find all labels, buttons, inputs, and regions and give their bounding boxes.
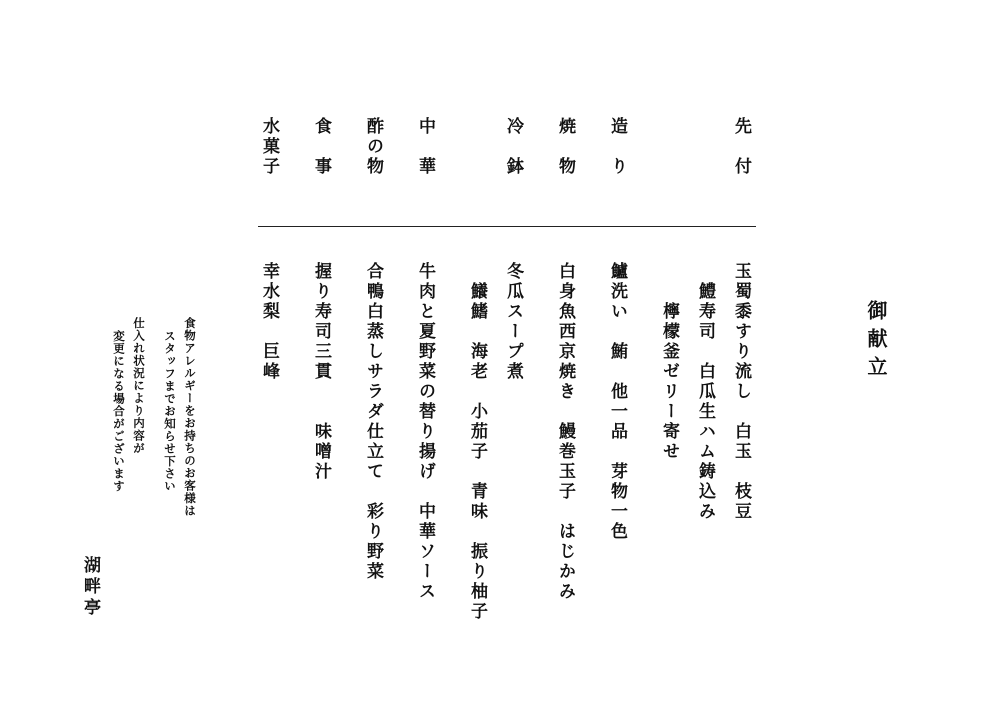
category-hiyabachi: 冷 鉢	[503, 117, 523, 177]
category-mizugashi: 水菓子	[259, 117, 279, 177]
dish-sunomono: 合鴨白蒸しサラダ仕立て 彩り野菜	[363, 262, 383, 582]
dish-hiyabachi-1: 冬瓜スープ煮	[503, 262, 523, 382]
dish-sakizuke-1: 玉蜀黍すり流し 白玉 枝豆	[731, 262, 751, 522]
allergy-note-line2: スタッフまでお知らせ下さい	[163, 330, 177, 493]
menu-divider	[258, 226, 756, 227]
dish-yakimono: 白身魚西京焼き 鰻巻玉子 はじかみ	[555, 262, 575, 602]
category-shokuji: 食 事	[311, 117, 331, 177]
allergy-note-line1: 食物アレルギーをお持ちのお客様は	[183, 317, 197, 517]
category-chuka: 中 華	[415, 117, 435, 177]
dish-sakizuke-2: 鱧寿司 白瓜生ハム鋳込み	[695, 262, 715, 522]
dish-tsukuri: 鱸洗い 鮪 他一品 芽物一色	[607, 262, 627, 542]
category-yakimono: 焼 物	[555, 117, 575, 177]
category-tsukuri: 造 り	[607, 117, 627, 177]
restaurant-name: 湖畔亭	[80, 556, 100, 619]
dish-mizugashi: 幸水梨 巨峰	[259, 262, 279, 382]
stock-note-line1: 仕入れ状況により内容が	[132, 317, 146, 455]
stock-note-line2: 変更になる場合がございます	[112, 330, 126, 493]
dish-chuka: 牛肉と夏野菜の替り揚げ 中華ソース	[415, 262, 435, 602]
dish-hiyabachi-2: 鱶鰭 海老 小茄子 青味 振り柚子	[467, 262, 487, 622]
dish-sakizuke-3: 檸檬釜ゼリー寄せ	[659, 262, 679, 462]
category-sunomono: 酢の物	[363, 117, 383, 177]
category-sakizuke: 先 付	[731, 117, 751, 177]
dish-shokuji: 握り寿司三貫 味噌汁	[311, 262, 331, 482]
menu-title: 御献立	[864, 300, 888, 384]
